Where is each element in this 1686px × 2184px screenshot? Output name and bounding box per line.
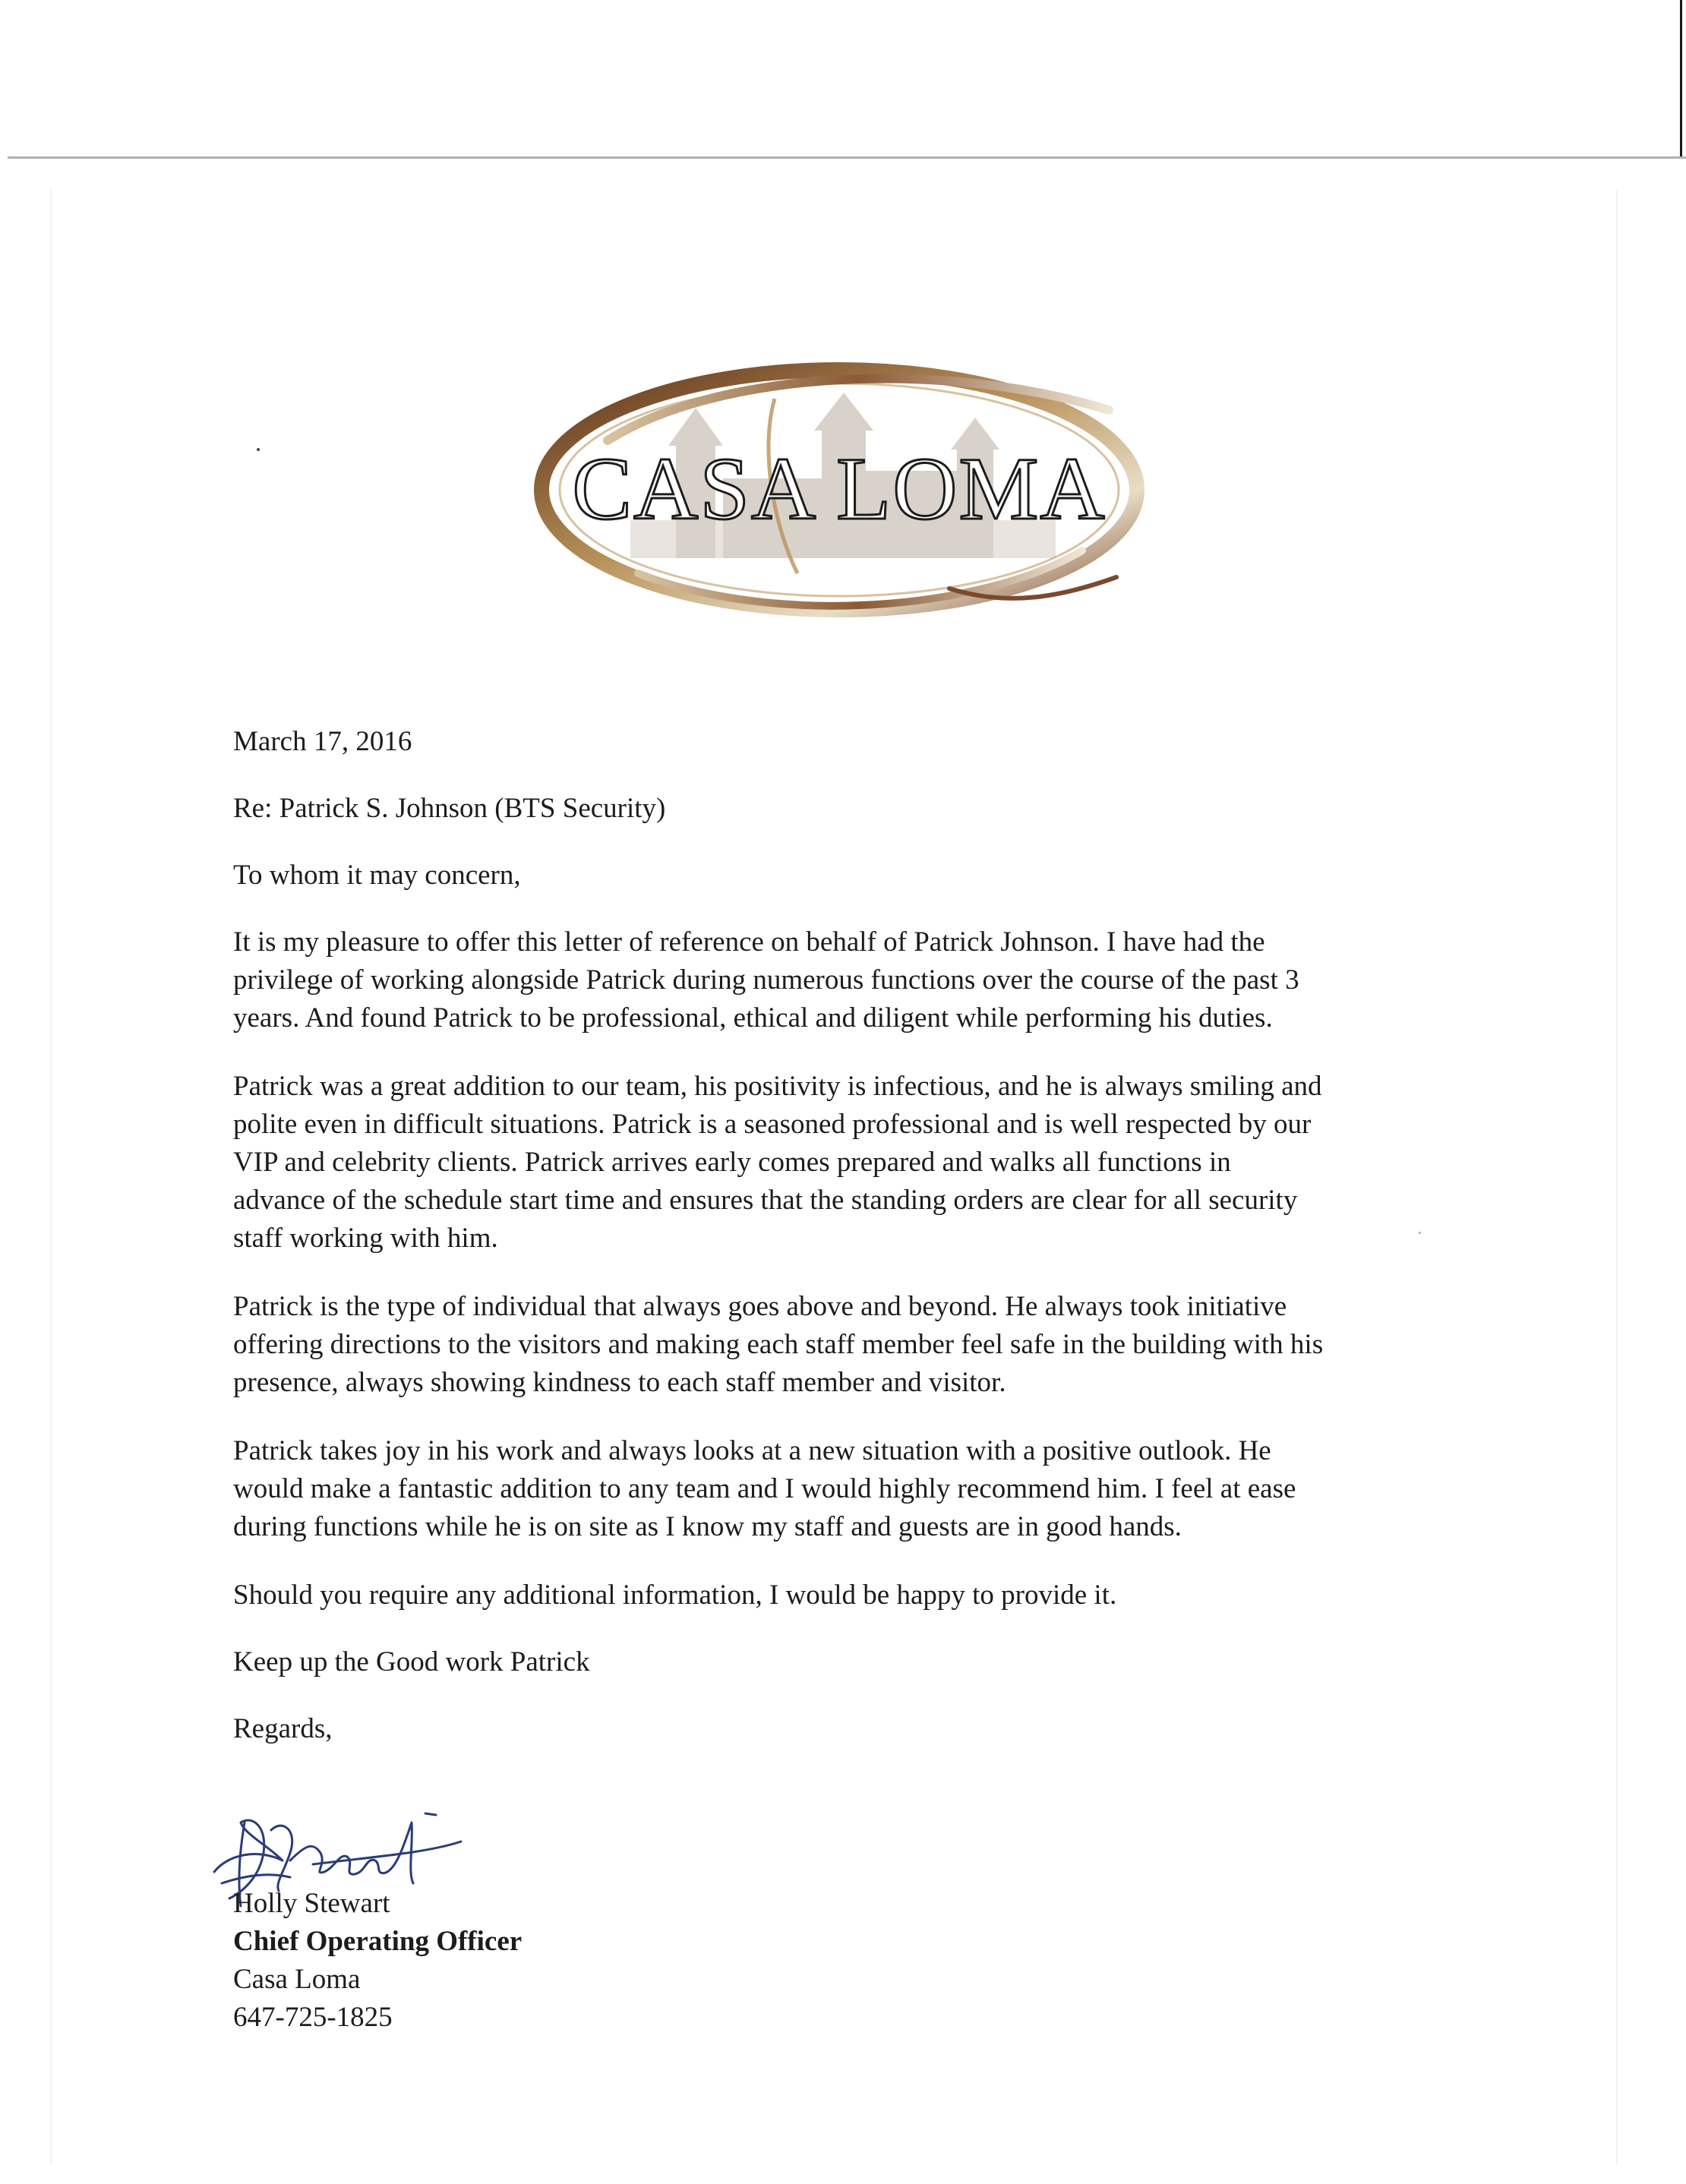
paragraph-2 — [233, 1068, 1448, 1258]
page-shade-left — [50, 190, 52, 2164]
logo-emblem-icon — [524, 346, 1154, 634]
paragraph-line: offering directions to the visitors and making each staff member feel safe in the building with his — [233, 1329, 1324, 1360]
signatory-name: Holly Stewart — [233, 1888, 390, 1919]
paragraph-line: VIP and celebrity clients. Patrick arrives early comes prepared and walks all functions in — [233, 1147, 1231, 1178]
paragraph-line: years. And found Patrick to be professional, ethical and diligent while performing his duties. — [233, 1002, 1273, 1034]
letter-date: March 17, 2016 — [233, 726, 412, 757]
paragraph-3 — [233, 1288, 1448, 1402]
paragraph-line: It is my pleasure to offer this letter of reference on behalf of Patrick Johnson. I have had the — [233, 926, 1265, 958]
signature-block — [233, 1885, 522, 2037]
signatory-title: Chief Operating Officer — [233, 1926, 523, 1957]
scan-edge-right — [1680, 0, 1682, 156]
page-shade-right — [1616, 190, 1618, 2164]
signatory-phone: 647-725-1825 — [233, 2002, 393, 2033]
paragraph-1 — [233, 923, 1448, 1037]
paragraph-line: polite even in difficult situations. Patrick is a seasoned professional and is well respected by our — [233, 1109, 1312, 1140]
paragraph-line: advance of the schedule start time and ensures that the standing orders are clear for all security — [233, 1185, 1298, 1216]
paragraph-line: Patrick takes joy in his work and always looks at a new situation with a positive outlook. He — [233, 1435, 1271, 1466]
paragraph-line: presence, always showing kindness to each staff member and visitor. — [233, 1367, 1006, 1398]
letter-subject: Re: Patrick S. Johnson (BTS Security) — [233, 793, 666, 824]
paragraph-line: would make a fantastic addition to any team and I would highly recommend him. I feel at ease — [233, 1473, 1296, 1504]
paragraph-line: Patrick is the type of individual that always goes above and beyond. He always took initiative — [233, 1291, 1287, 1322]
paragraph-line: Patrick was a great addition to our team, his positivity is infectious, and he is always smiling and — [233, 1071, 1322, 1102]
scan-speck — [257, 448, 260, 451]
logo-wordmark: CASA LOMA — [572, 439, 1107, 538]
letter-salutation: To whom it may concern, — [233, 860, 521, 891]
letter-body — [233, 723, 1448, 1748]
paragraph-line: staff working with him. — [233, 1223, 498, 1254]
scan-edge-top — [8, 156, 1686, 159]
regards: Regards, — [233, 1713, 333, 1744]
paragraph-line: during functions while he is on site as I know my staff and guests are in good hands. — [233, 1511, 1182, 1542]
closing-sentence: Should you require any additional information, I would be happy to provide it. — [233, 1580, 1117, 1611]
paragraph-line: privilege of working alongside Patrick during numerous functions over the course of the past 3 — [233, 964, 1299, 996]
casa-loma-logo — [524, 346, 1154, 634]
sign-off-note: Keep up the Good work Patrick — [233, 1646, 590, 1677]
paragraph-4 — [233, 1432, 1448, 1546]
signatory-organization: Casa Loma — [233, 1964, 361, 1995]
